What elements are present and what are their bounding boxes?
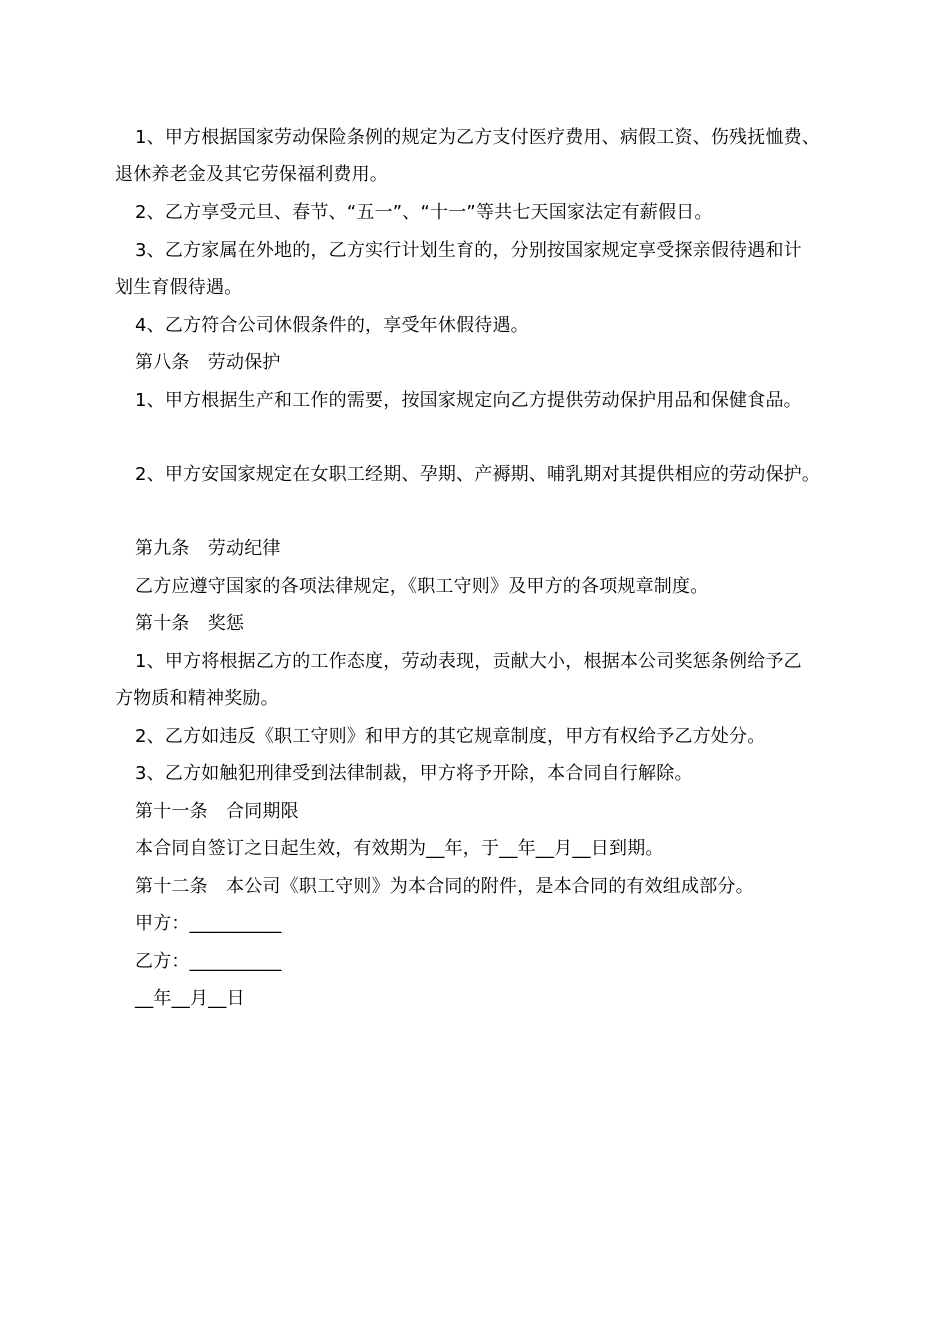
paragraph-4: 4、乙方符合公司休假条件的，享受年休假待遇。 bbox=[135, 315, 529, 336]
article-12: 第十二条 本公司《职工守则》为本合同的附件，是本合同的有效组成部分。 bbox=[135, 876, 754, 897]
paragraph-2: 2、乙方享受元旦、春节、“五一”、“十一”等共七天国家法定有薪假日。 bbox=[135, 202, 713, 223]
article-8-item-1: 1、甲方根据生产和工作的需要，按国家规定向乙方提供劳动保护用品和保健食品。 bbox=[135, 390, 802, 411]
article-9-body: 乙方应遵守国家的各项法律规定，《职工守则》及甲方的各项规章制度。 bbox=[135, 576, 709, 597]
article-10-heading: 第十条 奖惩 bbox=[135, 613, 245, 634]
article-10-item-3: 3、乙方如触犯刑律受到法律制裁，甲方将予开除，本合同自行解除。 bbox=[135, 763, 693, 784]
paragraph-1-line-2: 退休养老金及其它劳保福利费用。 bbox=[115, 164, 388, 185]
signature-date: __年__月__日 bbox=[135, 988, 245, 1009]
article-10-item-2: 2、乙方如违反《职工守则》和甲方的其它规章制度，甲方有权给予乙方处分。 bbox=[135, 726, 766, 747]
article-9-heading: 第九条 劳动纪律 bbox=[135, 538, 281, 559]
article-8-heading: 第八条 劳动保护 bbox=[135, 352, 281, 373]
article-11-heading: 第十一条 合同期限 bbox=[135, 801, 299, 822]
paragraph-1-line-1: 1、甲方根据国家劳动保险条例的规定为乙方支付医疗费用、病假工资、伤残抚恤费、 bbox=[135, 127, 821, 148]
party-a-signature: 甲方：__________ bbox=[135, 913, 282, 934]
article-8-item-2: 2、甲方安国家规定在女职工经期、孕期、产褥期、哺乳期对其提供相应的劳动保护。 bbox=[135, 464, 821, 485]
paragraph-3-line-1: 3、乙方家属在外地的，乙方实行计划生育的，分别按国家规定享受探亲假待遇和计 bbox=[135, 240, 802, 261]
article-10-item-1-line-1: 1、甲方将根据乙方的工作态度，劳动表现，贡献大小，根据本公司奖惩条例给予乙 bbox=[135, 651, 802, 672]
article-11-body: 本合同自签订之日起生效，有效期为__年，于__年__月__日到期。 bbox=[135, 838, 664, 859]
article-10-item-1-line-2: 方物质和精神奖励。 bbox=[115, 688, 279, 709]
party-b-signature: 乙方：__________ bbox=[135, 951, 282, 972]
paragraph-3-line-2: 划生育假待遇。 bbox=[115, 277, 243, 298]
